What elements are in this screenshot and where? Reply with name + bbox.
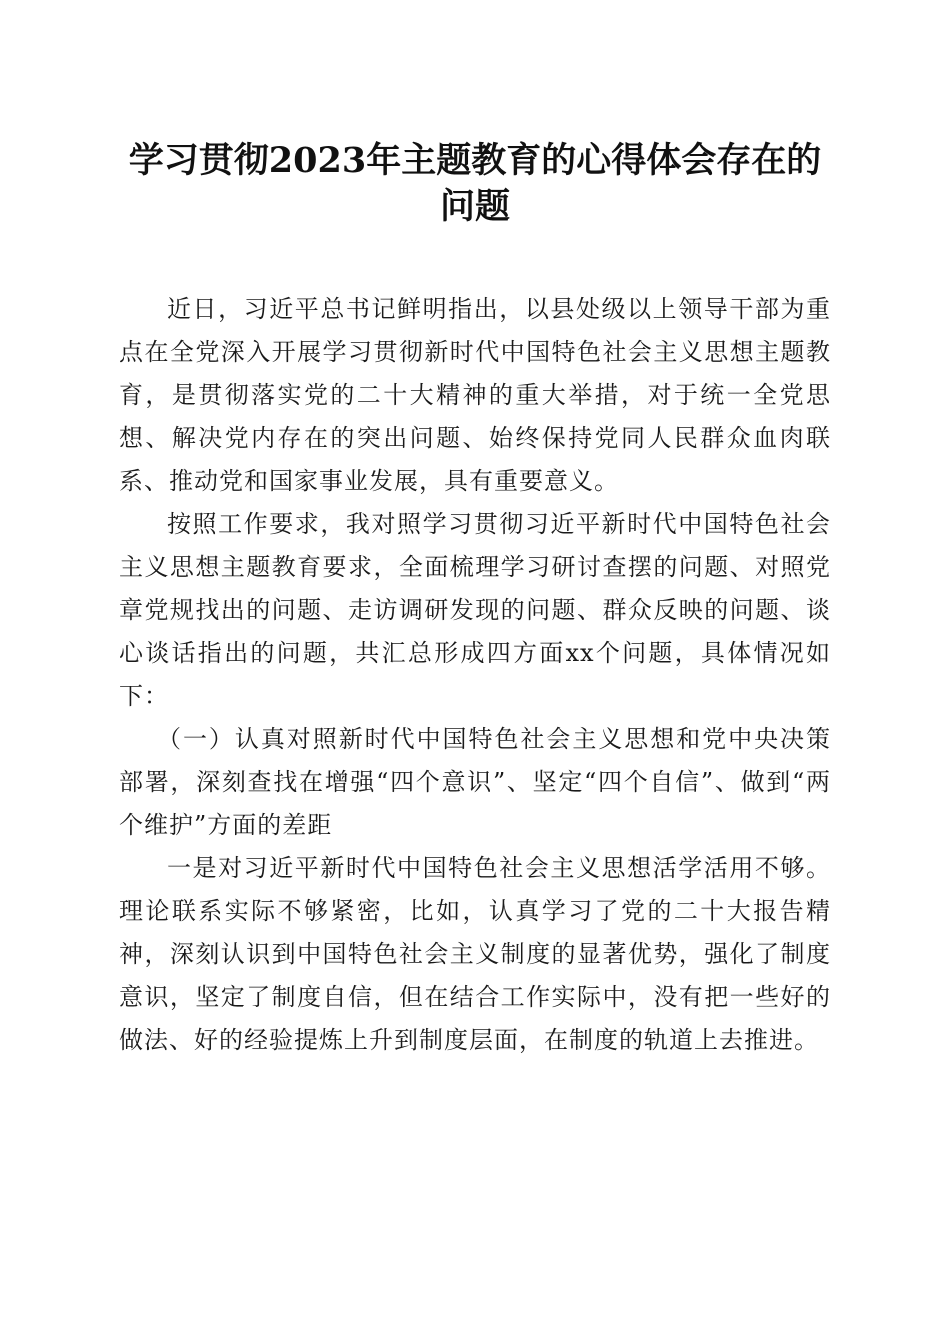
section-heading-one: （一）认真对照新时代中国特色社会主义思想和党中央决策部署，深刻查找在增强“四个意识”、坚定“四个自信”、做到“两个维护”方面的差距 [119,725,831,839]
document-title-line-1: 学习贯彻2023年主题教育的心得体会存在的 [128,140,822,181]
paragraph-intro: 近日，习近平总书记鲜明指出，以县处级以上领导干部为重点在全党深入开展学习贯彻新时代中国特色社会主义思想主题教育，是贯彻落实党的二十大精神的重大举措，对于统一全党思想、解决党内存在的突出问题、始终保持党同人民群众血肉联系、推动党和国家事业发展，具有重要意义。 [119,295,831,495]
paragraph-requirements: 按照工作要求，我对照学习贯彻习近平新时代中国特色社会主义思想主题教育要求，全面梳理学习研讨查摆的问题、对照党章党规找出的问题、走访调研发现的问题、群众反映的问题、谈心谈话指出的问题，共汇总形成四方面xx个问题，具体情况如下： [119,510,831,710]
document-title-line-2: 问题 [439,186,510,227]
document-page [119,138,831,1062]
paragraph-point-one: 一是对习近平新时代中国特色社会主义思想活学活用不够。理论联系实际不够紧密，比如，认真学习了党的二十大报告精神，深刻认识到中国特色社会主义制度的显著优势，强化了制度意识，坚定了制度自信，但在结合工作实际中，没有把一些好的做法、好的经验提炼上升到制度层面，在制度的轨道上去推进。 [119,854,831,1054]
document-body [119,288,831,1062]
document-title [119,138,831,230]
